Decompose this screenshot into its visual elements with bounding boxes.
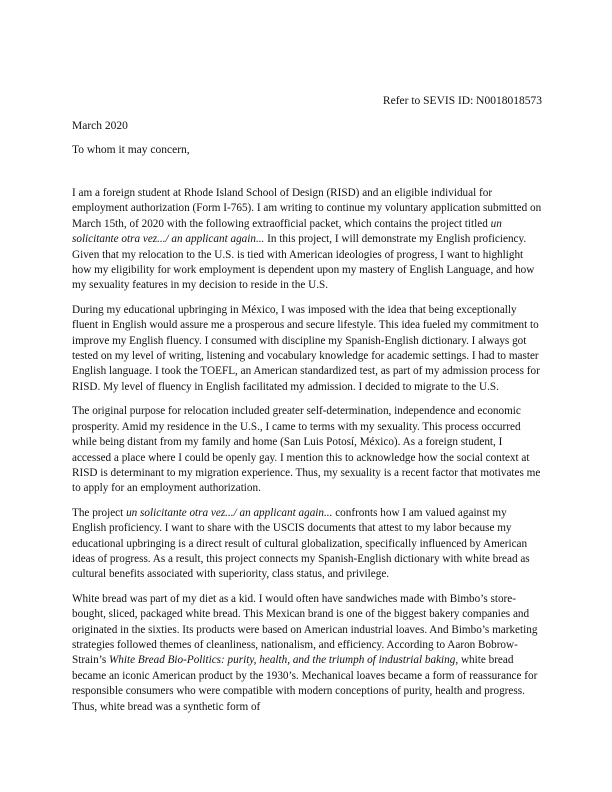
letter-body [72,186,542,724]
book-title: White Bread Bio-Politics: purity, health, and the triumph of industrial baking, [108,654,459,667]
salutation: To whom it may concern, [72,144,190,156]
sevis-reference: Refer to SEVIS ID: N0018018573 [382,95,542,107]
paragraph-upbringing: During my educational upbringing in México, I was imposed with the idea that being exceptionally fluent in English would assure me a prosperous and secure lifestyle. This idea fueled my commitment to improve my English fluency. I consumed with discipline my Spanish-English dictionary. I always got tested on my level of writing, listening and vocabulary knowledge for academic settings. I had to master English language. I took the TOEFL, an American standardized test, as part of my admission process for RISD. My level of fluency in English facilitated my admission. I decided to migrate to the U.S. [72,303,540,393]
letter-date: March 2020 [72,120,128,132]
project-title: un solicitante otra vez.../ an applicant again... [126,506,333,519]
paragraph-intro: I am a foreign student at Rhode Island School of Design (RISD) and an eligible individual for employment authorization (Form I-765). I am writing to continue my voluntary application submitted on March 15th, of 2020 with the following extraofficial packet, which contains the project titled un solicitante otra vez.../ an applicant again... In this project, I will demonstrate my English proficiency. Given that my relocation to the U.S. is tied with American ideologies of progress, I want to highlight how my eligibility for work employment is dependent upon my mastery of English Language, and how my sexuality features in my decision to reside in the U.S. [72,187,542,292]
paragraph-relocation: The original purpose for relocation included greater self-determination, independence and economic prosperity. Amid my residence in the U.S., I came to terms with my sexuality. This process occurred while being distant from my family and home (San Luis Potosí, México). As a foreign student, I accessed a place where I could be openly gay. I mention this to acknowledge how the social context at RISD is determinant to my migration experience. Thus, my sexuality is a recent factor that motivates me to apply for an employment authorization. [72,405,541,495]
paragraph-project: The project un solicitante otra vez.../ an applicant again... confronts how I am valued against my English proficiency. I want to share with the USCIS documents that attest to my labor because my educational upbringing is a direct result of cultural globalization, specifically influenced by American ideas of progress. As a result, this project connects my Spanish-English dictionary with white bread as cultural benefits associated with superiority, class status, and privilege. [72,506,530,581]
project-title: un solicitante otra vez.../ an applicant again... [72,217,502,246]
paragraph-white-bread: White bread was part of my diet as a kid. I would often have sandwiches made with Bimbo’s store-bought, sliced, packaged white bread. This Mexican brand is one of the biggest bakery companies and originated in the sixties. Its products were based on American industrial loaves. And Bimbo’s marketing strategies followed themes of cleanliness, nationalism, and efficiency. According to Aaron Bobrow-Strain’s White Bread Bio-Politics: purity, health, and the triumph of industrial baking, white bread became an iconic American product by the 1930’s. Mechanical loaves became a form of reassurance for responsible consumers who were compatible with modern conceptions of purity, health and progress. Thus, white bread was a synthetic form of [72,592,538,713]
